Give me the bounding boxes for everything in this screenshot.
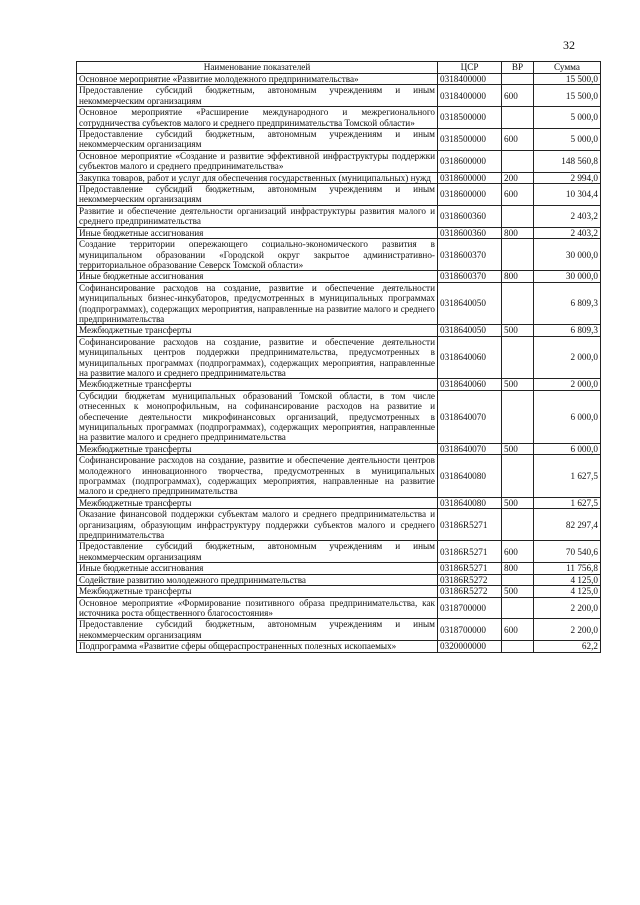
row-vr-cell: 500 xyxy=(502,325,534,336)
row-name-cell: Основное мероприятие «Развитие молодежного предпринимательства» xyxy=(77,74,438,85)
table-row xyxy=(77,586,601,597)
table-row xyxy=(77,336,601,379)
row-vr-cell: 600 xyxy=(502,129,534,151)
row-vr-cell xyxy=(502,597,534,619)
table-row xyxy=(77,597,601,619)
row-sum-cell: 62,2 xyxy=(534,641,601,652)
row-vr-cell xyxy=(502,641,534,652)
table-row xyxy=(77,325,601,336)
budget-table xyxy=(76,61,601,653)
row-name-cell: Основное мероприятие «Формирование позитивного образа предпринимательства, как источника роста общественного благосостояния» xyxy=(77,597,438,619)
row-vr-cell: 600 xyxy=(502,184,534,206)
table-row xyxy=(77,563,601,574)
row-vr-cell: 500 xyxy=(502,497,534,508)
row-name-cell: Оказание финансовой поддержки субъектам малого и среднего предпринимательства и организациям, образующим инфраструктуру поддержки субъектов малого и среднего предпринимательства xyxy=(77,509,438,541)
row-sum-cell: 2 000,0 xyxy=(534,336,601,379)
row-csr-cell: 0318600360 xyxy=(438,227,502,238)
row-vr-cell: 600 xyxy=(502,541,534,563)
row-name-cell: Межбюджетные трансферты xyxy=(77,379,438,390)
row-vr-cell xyxy=(502,205,534,227)
row-csr-cell: 0318640060 xyxy=(438,379,502,390)
table-body xyxy=(77,74,601,653)
row-sum-cell: 2 000,0 xyxy=(534,379,601,390)
row-csr-cell: 03186R5271 xyxy=(438,541,502,563)
table-row xyxy=(77,239,601,271)
row-vr-cell xyxy=(502,282,534,325)
row-sum-cell: 6 000,0 xyxy=(534,443,601,454)
row-name-cell: Подпрограмма «Развитие сферы общераспространенных полезных ископаемых» xyxy=(77,641,438,652)
table-row xyxy=(77,641,601,652)
row-vr-cell xyxy=(502,107,534,129)
row-csr-cell: 0318600000 xyxy=(438,150,502,172)
row-name-cell: Развитие и обеспечение деятельности организаций инфраструктуры развития малого и среднего предпринимательства xyxy=(77,205,438,227)
row-vr-cell xyxy=(502,574,534,585)
row-csr-cell: 0318500000 xyxy=(438,107,502,129)
row-sum-cell: 5 000,0 xyxy=(534,129,601,151)
row-name-cell: Межбюджетные трансферты xyxy=(77,443,438,454)
page-number: 32 xyxy=(563,38,575,52)
row-sum-cell: 4 125,0 xyxy=(534,586,601,597)
row-sum-cell: 82 297,4 xyxy=(534,509,601,541)
table-row xyxy=(77,107,601,129)
row-sum-cell: 6 000,0 xyxy=(534,390,601,443)
row-csr-cell: 0318700000 xyxy=(438,597,502,619)
row-name-cell: Субсидии бюджетам муниципальных образований Томской области, в том числе отнесенных к монопрофильным, на софинансирование расходов на развитие и обеспечение деятельности микрофинансовых организаций, предусмотренных в муниципальных программах (подпрограммах), содержащих мероприятия, направленные на развитие малого и среднего предпринимательства xyxy=(77,390,438,443)
row-csr-cell: 0318640080 xyxy=(438,455,502,498)
row-name-cell: Софинансирование расходов на создание, развитие и обеспечение деятельности муниципальных центров поддержки предпринимательства, предусмотренных в муниципальных программах (подпрограммах), содержащих мероприятия, направленные на развитие малого и среднего предпринимательства xyxy=(77,336,438,379)
row-sum-cell: 15 500,0 xyxy=(534,74,601,85)
row-csr-cell: 0318640060 xyxy=(438,336,502,379)
table-row xyxy=(77,271,601,282)
row-name-cell: Межбюджетные трансферты xyxy=(77,586,438,597)
row-sum-cell: 148 560,8 xyxy=(534,150,601,172)
row-sum-cell: 1 627,5 xyxy=(534,455,601,498)
header-csr: ЦСР xyxy=(438,62,502,74)
row-name-cell: Предоставление субсидий бюджетным, автономным учреждениям и иным некоммерческим организациям xyxy=(77,129,438,151)
row-sum-cell: 2 403,2 xyxy=(534,227,601,238)
row-sum-cell: 10 304,4 xyxy=(534,184,601,206)
row-csr-cell: 03186R5271 xyxy=(438,509,502,541)
row-name-cell: Создание территории опережающего социально-экономического развития в муниципальном образовании «Городской округ закрытое административно-территориальное образование Северск Томской области» xyxy=(77,239,438,271)
table-row xyxy=(77,85,601,107)
row-name-cell: Предоставление субсидий бюджетным, автономным учреждениям и иным некоммерческим организациям xyxy=(77,85,438,107)
row-sum-cell: 30 000,0 xyxy=(534,239,601,271)
row-vr-cell xyxy=(502,150,534,172)
row-vr-cell: 500 xyxy=(502,443,534,454)
table-row xyxy=(77,497,601,508)
row-sum-cell: 6 809,3 xyxy=(534,282,601,325)
row-sum-cell: 2 403,2 xyxy=(534,205,601,227)
row-csr-cell: 03186R5271 xyxy=(438,563,502,574)
table-row xyxy=(77,227,601,238)
table-row xyxy=(77,390,601,443)
table-row xyxy=(77,509,601,541)
table-row xyxy=(77,541,601,563)
table-row xyxy=(77,172,601,183)
row-vr-cell: 600 xyxy=(502,85,534,107)
header-sum: Сумма xyxy=(534,62,601,74)
row-csr-cell: 0318640050 xyxy=(438,282,502,325)
table-row xyxy=(77,443,601,454)
row-csr-cell: 03186R5272 xyxy=(438,586,502,597)
table-header xyxy=(77,62,601,74)
header-vr: ВР xyxy=(502,62,534,74)
row-sum-cell: 1 627,5 xyxy=(534,497,601,508)
row-sum-cell: 4 125,0 xyxy=(534,574,601,585)
row-csr-cell: 0318600370 xyxy=(438,239,502,271)
row-vr-cell: 500 xyxy=(502,586,534,597)
row-csr-cell: 0318700000 xyxy=(438,619,502,641)
row-vr-cell xyxy=(502,239,534,271)
row-csr-cell: 0318500000 xyxy=(438,129,502,151)
row-name-cell: Содействие развитию молодежного предпринимательства xyxy=(77,574,438,585)
row-name-cell: Основное мероприятие «Расширение международного и межрегионального сотрудничества субъектов малого и среднего предпринимательства Томской области» xyxy=(77,107,438,129)
row-vr-cell: 800 xyxy=(502,271,534,282)
table-row xyxy=(77,129,601,151)
table-row xyxy=(77,205,601,227)
header-name: Наименование показателей xyxy=(77,62,438,74)
table-row xyxy=(77,282,601,325)
row-vr-cell: 800 xyxy=(502,563,534,574)
row-sum-cell: 30 000,0 xyxy=(534,271,601,282)
row-sum-cell: 2 994,0 xyxy=(534,172,601,183)
row-vr-cell: 500 xyxy=(502,379,534,390)
row-vr-cell: 600 xyxy=(502,619,534,641)
row-vr-cell xyxy=(502,509,534,541)
row-name-cell: Иные бюджетные ассигнования xyxy=(77,563,438,574)
row-csr-cell: 0318640050 xyxy=(438,325,502,336)
row-name-cell: Софинансирование расходов на создание, развитие и обеспечение деятельности муниципальных бизнес-инкубаторов, предусмотренных в муниципальных программах (подпрограммах), содержащих мероприятия, направленные на развитие малого и среднего предпринимательства xyxy=(77,282,438,325)
table-row xyxy=(77,574,601,585)
row-sum-cell: 15 500,0 xyxy=(534,85,601,107)
row-csr-cell: 0318600000 xyxy=(438,184,502,206)
row-name-cell: Предоставление субсидий бюджетным, автономным учреждениям и иным некоммерческим организациям xyxy=(77,184,438,206)
row-name-cell: Предоставление субсидий бюджетным, автономным учреждениям и иным некоммерческим организациям xyxy=(77,619,438,641)
row-vr-cell xyxy=(502,336,534,379)
row-csr-cell: 0318600370 xyxy=(438,271,502,282)
row-csr-cell: 0318640070 xyxy=(438,443,502,454)
table-row xyxy=(77,150,601,172)
row-name-cell: Основное мероприятие «Создание и развитие эффективной инфраструктуры поддержки субъектов малого и среднего предпринимательства» xyxy=(77,150,438,172)
row-vr-cell: 200 xyxy=(502,172,534,183)
table-row xyxy=(77,184,601,206)
row-sum-cell: 6 809,3 xyxy=(534,325,601,336)
row-csr-cell: 0318400000 xyxy=(438,74,502,85)
row-sum-cell: 11 756,8 xyxy=(534,563,601,574)
row-name-cell: Иные бюджетные ассигнования xyxy=(77,227,438,238)
row-name-cell: Закупка товаров, работ и услуг для обеспечения государственных (муниципальных) нужд xyxy=(77,172,438,183)
row-csr-cell: 0318640080 xyxy=(438,497,502,508)
table-row xyxy=(77,619,601,641)
row-csr-cell: 0318600000 xyxy=(438,172,502,183)
row-name-cell: Межбюджетные трансферты xyxy=(77,325,438,336)
row-sum-cell: 5 000,0 xyxy=(534,107,601,129)
table-row xyxy=(77,379,601,390)
row-vr-cell: 800 xyxy=(502,227,534,238)
row-csr-cell: 0318600360 xyxy=(438,205,502,227)
row-csr-cell: 03186R5272 xyxy=(438,574,502,585)
row-name-cell: Предоставление субсидий бюджетным, автономным учреждениям и иным некоммерческим организациям xyxy=(77,541,438,563)
row-name-cell: Иные бюджетные ассигнования xyxy=(77,271,438,282)
row-vr-cell xyxy=(502,455,534,498)
row-name-cell: Софинансирование расходов на создание, развитие и обеспечение деятельности центров молодежного инновационного творчества, предусмотренных в муниципальных программах (подпрограммах), содержащих мероприятия, направленные на развитие малого и среднего предпринимательства xyxy=(77,455,438,498)
row-vr-cell xyxy=(502,74,534,85)
table-row xyxy=(77,74,601,85)
table-row xyxy=(77,455,601,498)
row-vr-cell xyxy=(502,390,534,443)
row-csr-cell: 0320000000 xyxy=(438,641,502,652)
row-sum-cell: 2 200,0 xyxy=(534,619,601,641)
header-row xyxy=(77,62,601,74)
row-name-cell: Межбюджетные трансферты xyxy=(77,497,438,508)
row-sum-cell: 70 540,6 xyxy=(534,541,601,563)
row-csr-cell: 0318640070 xyxy=(438,390,502,443)
row-sum-cell: 2 200,0 xyxy=(534,597,601,619)
row-csr-cell: 0318400000 xyxy=(438,85,502,107)
